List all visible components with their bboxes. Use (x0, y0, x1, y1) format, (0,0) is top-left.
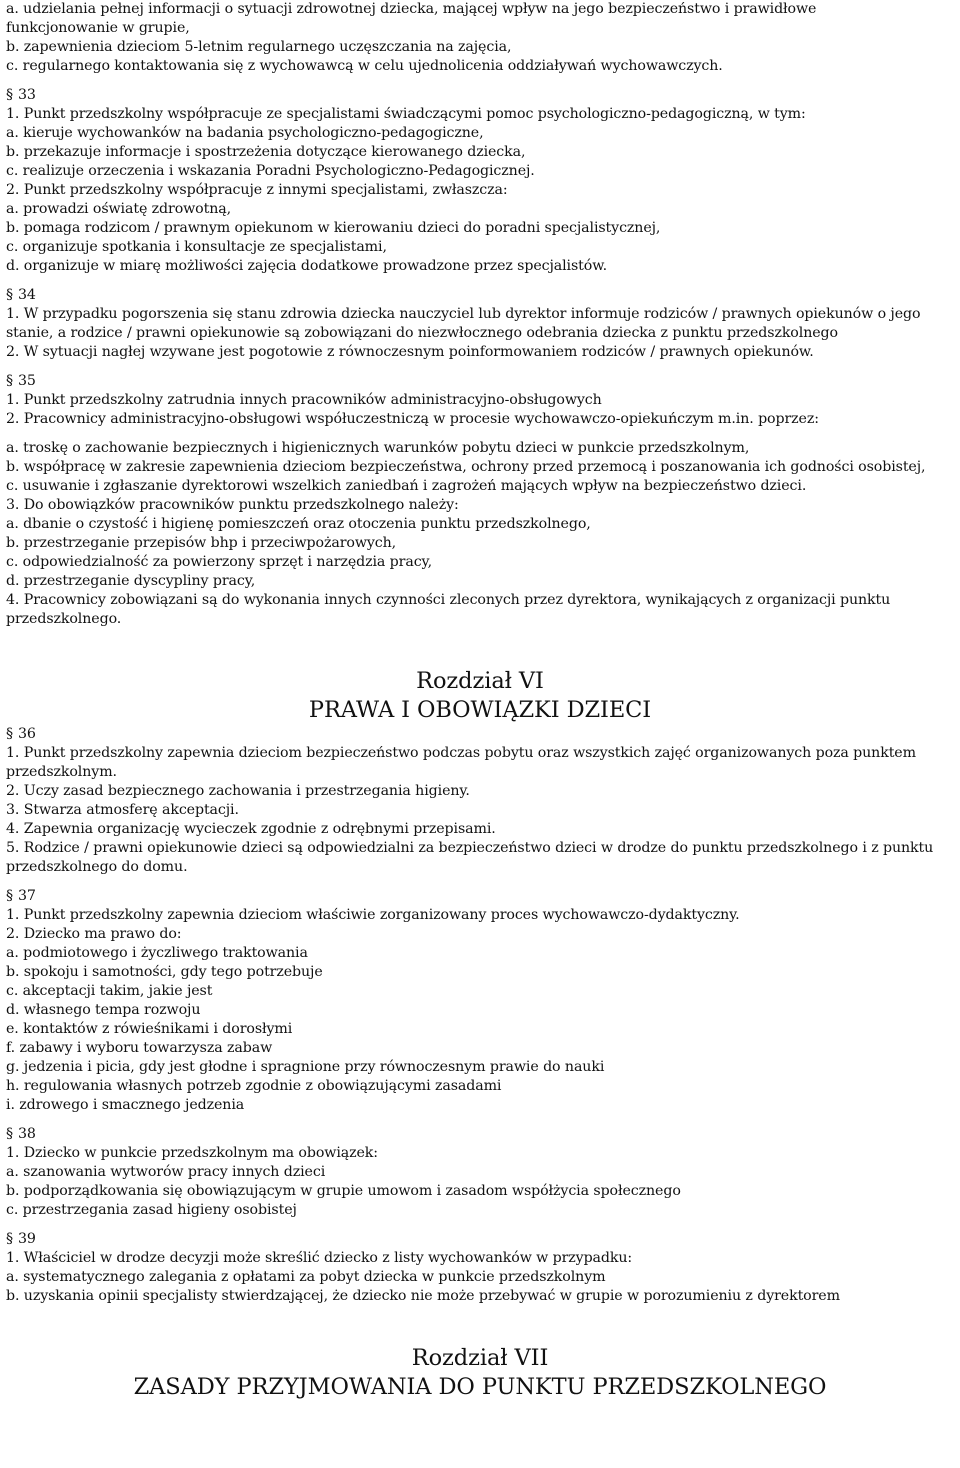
section-number: 38 (18, 1126, 36, 1142)
s36-item-1: 1. Punkt przedszkolny zapewnia dzieciom bezpieczeństwo podczas pobytu oraz wszystkich zajęć organizowanych poza punktem przedszkolnym. (6, 745, 916, 780)
s35-item-3: 3. Do obowiązków pracowników punktu przedszkolnego należy: (6, 497, 459, 513)
s33-item-1c: c. realizuje orzeczenia i wskazania Poradni Psychologiczno-Pedagogicznej. (6, 163, 535, 179)
s38-item-1: 1. Dziecko w punkcie przedszkolnym ma obowiązek: (6, 1145, 378, 1161)
spacer (6, 629, 960, 667)
section-symbol: § (6, 1126, 13, 1142)
s38-item-1b: b. podporządkowania się obowiązującym w grupie umowom i zasadom współżycia społecznego (6, 1183, 681, 1199)
section-symbol: § (6, 373, 13, 389)
spacer (6, 362, 960, 372)
s37-item-2a: a. podmiotowego i życzliwego traktowania (6, 945, 308, 961)
s33-item-1b: b. przekazuje informacje i spostrzeżenia dotyczące kierowanego dziecka, (6, 144, 526, 160)
s36-item-5: 5. Rodzice / prawni opiekunowie dzieci są odpowiedzialni za bezpieczeństwo dzieci w drodze do punktu przedszkolnego i z punktu przedszkolnego do domu. (6, 840, 934, 875)
chapter-vii-title: ZASADY PRZYJMOWANIA DO PUNKTU PRZEDSZKOLNEGO (133, 1374, 827, 1400)
s33-item-2d: d. organizuje w miarę możliwości zajęcia dodatkowe prowadzone przez specjalistów. (6, 258, 607, 274)
chapter-vii-number: Rozdział VII (411, 1345, 549, 1371)
section-34 (6, 286, 960, 305)
section-symbol: § (6, 726, 13, 742)
s35-item-2: 2. Pracownicy administracyjno-obsługowi współuczestniczą w procesie wychowawczo-opiekuńczym m.in. poprzez: (6, 411, 819, 427)
point-c-contact: c. regularnego kontaktowania się z wychowawcą w celu ujednolicenia oddziaływań wychowawczych. (6, 58, 723, 74)
section-number: 34 (18, 287, 36, 303)
section-38 (6, 1125, 960, 1144)
s35-item-3c: c. odpowiedzialność za powierzony sprzęt i narzędzia pracy, (6, 554, 432, 570)
s37-item-2: 2. Dziecko ma prawo do: (6, 926, 182, 942)
s36-item-4: 4. Zapewnia organizację wycieczek zgodnie z odrębnymi przepisami. (6, 821, 496, 837)
s33-item-2a: a. prowadzi oświatę zdrowotną, (6, 201, 232, 217)
section-33 (6, 86, 960, 105)
s39-item-1b: b. uzyskania opinii specjalisty stwierdzającej, że dziecko nie może przebywać w grupie w porozumieniu z dyrektorem (6, 1288, 840, 1304)
section-number: 36 (18, 726, 36, 742)
s39-item-1: 1. Właściciel w drodze decyzji może skreślić dziecko z listy wychowanków w przypadku: (6, 1250, 633, 1266)
s37-item-2b: b. spokoju i samotności, gdy tego potrzebuje (6, 964, 323, 980)
section-number: 33 (18, 87, 36, 103)
spacer (6, 1115, 960, 1125)
s36-item-3: 3. Stwarza atmosferę akceptacji. (6, 802, 239, 818)
s38-item-1a: a. szanowania wytworów pracy innych dzieci (6, 1164, 326, 1180)
s35-item-3a: a. dbanie o czystość i higienę pomieszczeń oraz otoczenia punktu przedszkolnego, (6, 516, 591, 532)
s33-item-1a: a. kieruje wychowanków na badania psychologiczno-pedagogiczne, (6, 125, 484, 141)
s33-item-2c: c. organizuje spotkania i konsultacje ze specjalistami, (6, 239, 387, 255)
section-36 (6, 725, 960, 744)
point-a-info: a. udzielania pełnej informacji o sytuacji zdrowotnej dziecka, mającej wpływ na jego bezpieczeństwo i prawidłowe (6, 1, 817, 17)
s38-item-1c: c. przestrzegania zasad higieny osobistej (6, 1202, 297, 1218)
section-symbol: § (6, 87, 13, 103)
section-symbol: § (6, 888, 13, 904)
s37-item-2h: h. regulowania własnych potrzeb zgodnie z obowiązującymi zasadami (6, 1078, 502, 1094)
spacer (6, 1306, 960, 1344)
s37-item-2i: i. zdrowego i smacznego jedzenia (6, 1097, 245, 1113)
s37-item-2e: e. kontaktów z rówieśnikami i dorosłymi (6, 1021, 293, 1037)
s36-item-2: 2. Uczy zasad bezpiecznego zachowania i przestrzegania higieny. (6, 783, 470, 799)
section-number: 37 (18, 888, 36, 904)
s34-item-2: 2. W sytuacji nagłej wzywane jest pogotowie z równoczesnym poinformowaniem rodziców / prawnych opiekunów. (6, 344, 814, 360)
spacer (6, 877, 960, 887)
section-number: 35 (18, 373, 36, 389)
s35-item-1: 1. Punkt przedszkolny zatrudnia innych pracowników administracyjno-obsługowych (6, 392, 602, 408)
spacer (6, 1220, 960, 1230)
s37-item-2f: f. zabawy i wyboru towarzysza zabaw (6, 1040, 273, 1056)
s33-item-1: 1. Punkt przedszkolny współpracuje ze specjalistami świadczącymi pomoc psychologiczno-pedagogiczną, w tym: (6, 106, 806, 122)
s37-item-2c: c. akceptacji takim, jakie jest (6, 983, 213, 999)
section-symbol: § (6, 287, 13, 303)
section-39 (6, 1230, 960, 1249)
s35-item-4: 4. Pracownicy zobowiązani są do wykonania innych czynności zleconych przez dyrektora, wynikających z organizacji punktu przedszkolnego. (6, 592, 891, 627)
s34-item-1: 1. W przypadku pogorszenia się stanu zdrowia dziecka nauczyciel lub dyrektor informuje rodziców / prawnych opiekunów o jego stanie, a rodzice / prawni opiekunowie są zobowiązani do niezwłocznego odebrania dziecka z punktu przedszkolnego (6, 306, 921, 341)
section-number: 39 (18, 1231, 36, 1247)
section-37 (6, 887, 960, 906)
section-35 (6, 372, 960, 391)
point-b-attendance: b. zapewnienia dzieciom 5-letnim regularnego uczęszczania na zajęcia, (6, 39, 512, 55)
point-a-info-cont: funkcjonowanie w grupie, (6, 20, 190, 36)
chapter-vi-number: Rozdział VI (416, 668, 544, 694)
s37-item-2d: d. własnego tempa rozwoju (6, 1002, 201, 1018)
spacer (6, 76, 960, 86)
s39-item-1a: a. systematycznego zalegania z opłatami za pobyt dziecka w punkcie przedszkolnym (6, 1269, 606, 1285)
s35-item-2c: c. usuwanie i zgłaszanie dyrektorowi wszelkich zaniedbań i zagrożeń mających wpływ na bezpieczeństwo dzieci. (6, 478, 807, 494)
s35-item-2b: b. współpracę w zakresie zapewnienia dzieciom bezpieczeństwa, ochrony przed przemocą i poszanowania ich godności osobistej, (6, 459, 926, 475)
s37-item-1: 1. Punkt przedszkolny zapewnia dzieciom właściwie zorganizowany proces wychowawczo-dydaktyczny. (6, 907, 740, 923)
section-symbol: § (6, 1231, 13, 1247)
s33-item-2: 2. Punkt przedszkolny współpracuje z innymi specjalistami, zwłaszcza: (6, 182, 508, 198)
chapter-vi-title: PRAWA I OBOWIĄZKI DZIECI (308, 697, 652, 723)
s35-item-3d: d. przestrzeganie dyscypliny pracy, (6, 573, 256, 589)
spacer (6, 276, 960, 286)
s35-item-3b: b. przestrzeganie przepisów bhp i przeciwpożarowych, (6, 535, 397, 551)
spacer (6, 429, 960, 439)
s37-item-2g: g. jedzenia i picia, gdy jest głodne i spragnione przy równoczesnym prawie do nauki (6, 1059, 605, 1075)
s33-item-2b: b. pomaga rodzicom / prawnym opiekunom w kierowaniu dzieci do poradni specjalistycznej, (6, 220, 661, 236)
s35-item-2a: a. troskę o zachowanie bezpiecznych i higienicznych warunków pobytu dzieci w punkcie przedszkolnym, (6, 440, 750, 456)
